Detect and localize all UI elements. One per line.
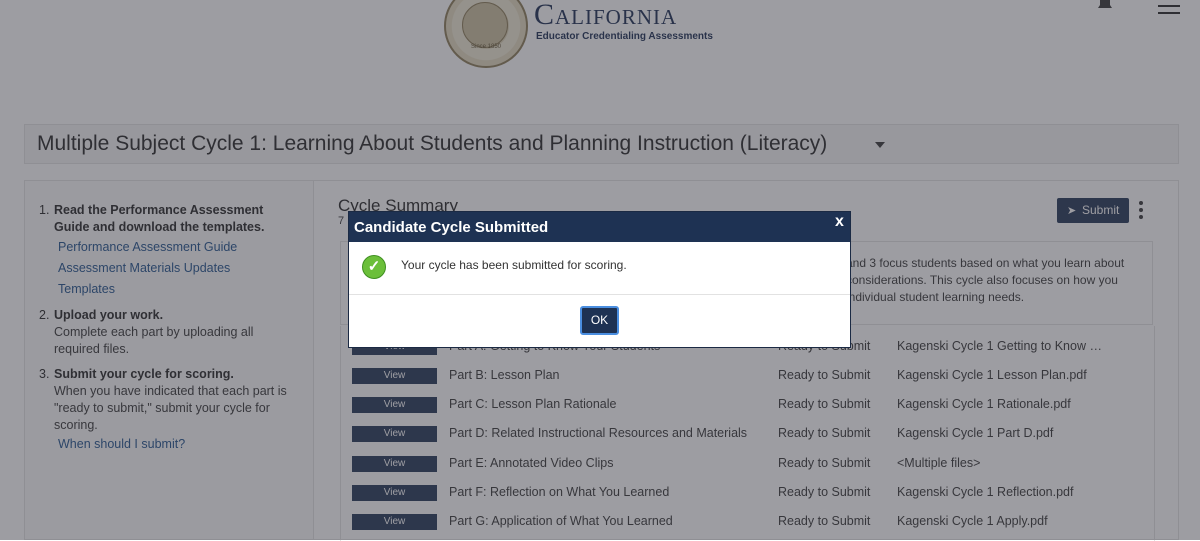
close-icon[interactable]: x — [835, 213, 844, 230]
ok-button[interactable]: OK — [580, 306, 619, 335]
submission-dialog — [348, 211, 851, 348]
dialog-message: Your cycle has been submitted for scoring. — [401, 258, 627, 272]
dialog-body — [349, 242, 850, 295]
check-icon: ✓ — [362, 255, 386, 279]
dialog-header — [349, 212, 850, 242]
dialog-title: Candidate Cycle Submitted — [354, 219, 549, 236]
